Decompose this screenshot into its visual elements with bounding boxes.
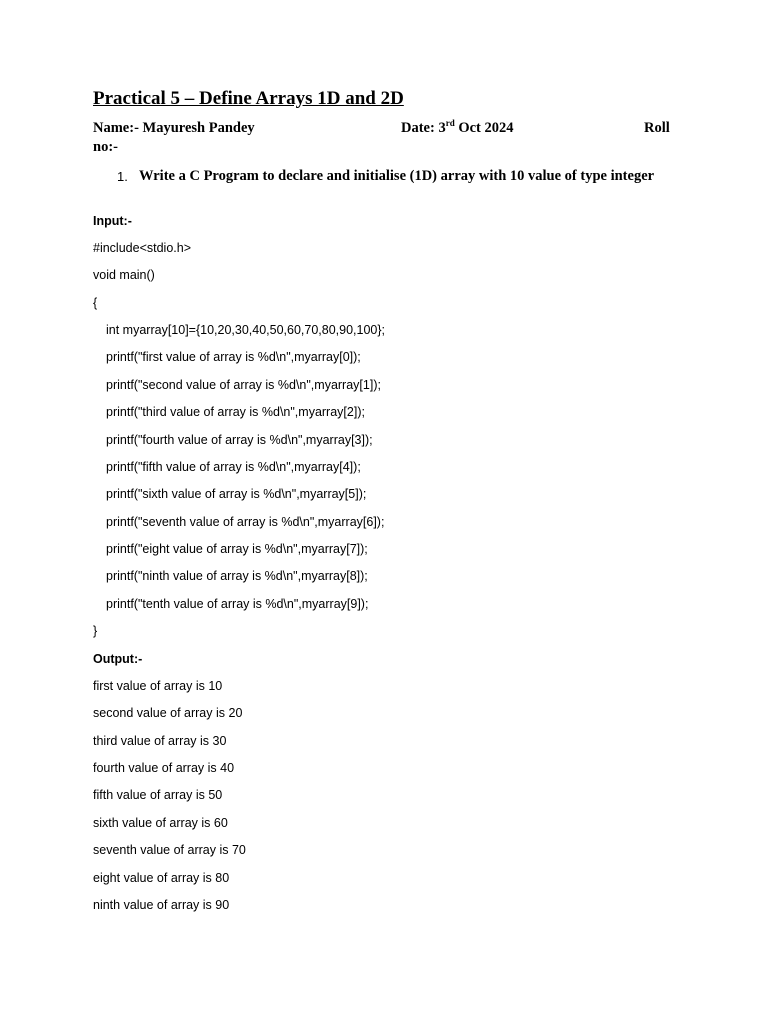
output-line: sixth value of array is 60 <box>93 816 228 830</box>
question-number: 1. <box>117 169 128 184</box>
output-label: Output:- <box>93 652 143 666</box>
output-line: ninth value of array is 90 <box>93 898 230 912</box>
output-line: seventh value of array is 70 <box>93 843 246 857</box>
date-suffix: Oct 2024 <box>454 120 514 136</box>
roll-label: Roll <box>644 120 670 136</box>
question-text: Write a C Program to declare and initialise (1D) array with 10 value of type integer <box>139 168 655 184</box>
date-ordinal-suffix: rd <box>445 118 455 129</box>
output-line: third value of array is 30 <box>93 734 227 748</box>
output-line: second value of array is 20 <box>93 706 243 720</box>
output-line: first value of array is 10 <box>93 679 223 693</box>
code-line: printf("ninth value of array is %d\n",myarray[8]); <box>106 569 368 583</box>
code-line: printf("tenth value of array is %d\n",myarray[9]); <box>106 597 369 611</box>
date-prefix: Date: 3 <box>401 120 446 136</box>
output-line: fifth value of array is 50 <box>93 788 223 802</box>
input-label: Input:- <box>93 214 132 228</box>
code-line: printf("fifth value of array is %d\n",myarray[4]); <box>106 460 361 474</box>
student-name: Name:- Mayuresh Pandey <box>93 120 255 136</box>
code-line: { <box>93 296 98 310</box>
code-line: } <box>93 624 98 638</box>
code-line: printf("first value of array is %d\n",myarray[0]); <box>106 350 361 364</box>
output-line: eight value of array is 80 <box>93 871 230 885</box>
code-line: printf("eight value of array is %d\n",myarray[7]); <box>106 542 368 556</box>
code-line: printf("sixth value of array is %d\n",myarray[5]); <box>106 487 367 501</box>
practical-date <box>401 120 514 137</box>
document-title: Practical 5 – Define Arrays 1D and 2D <box>93 88 404 109</box>
code-line: printf("second value of array is %d\n",myarray[1]); <box>106 378 381 392</box>
code-line: printf("seventh value of array is %d\n",myarray[6]); <box>106 515 385 529</box>
code-line: #include<stdio.h> <box>93 241 191 255</box>
code-line: void main() <box>93 268 155 282</box>
roll-no-label: no:- <box>93 139 118 155</box>
code-line: printf("third value of array is %d\n",myarray[2]); <box>106 405 365 419</box>
code-line: printf("fourth value of array is %d\n",myarray[3]); <box>106 433 373 447</box>
code-line: int myarray[10]={10,20,30,40,50,60,70,80,90,100}; <box>106 323 386 337</box>
output-line: fourth value of array is 40 <box>93 761 235 775</box>
